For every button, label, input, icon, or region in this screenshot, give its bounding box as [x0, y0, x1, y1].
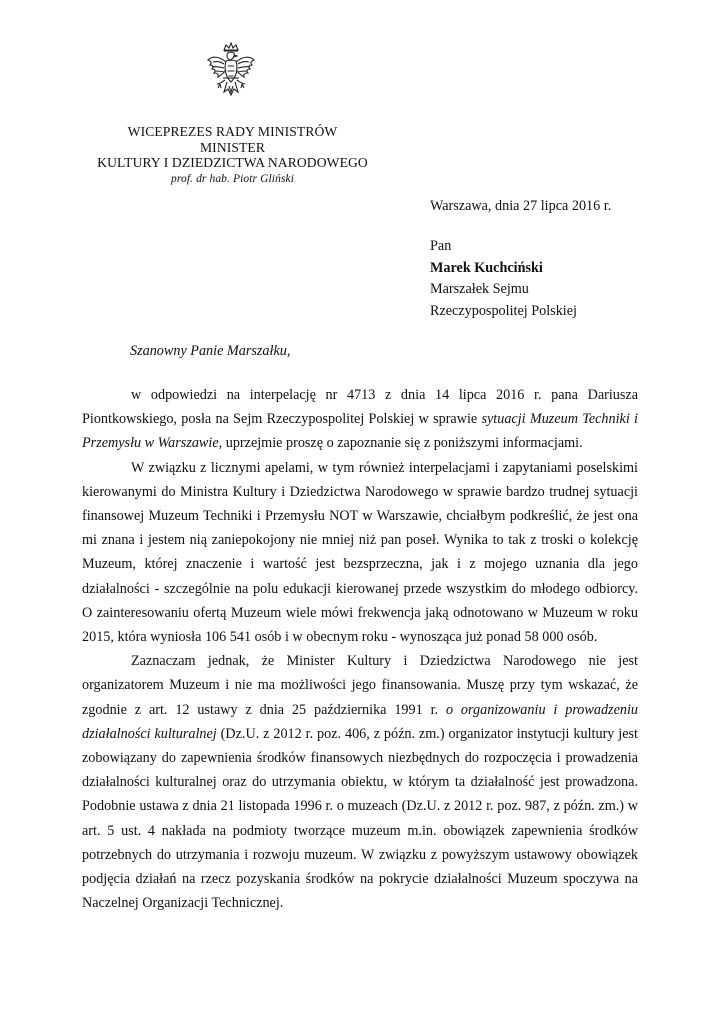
recipient-name: Marek Kuchciński: [430, 259, 543, 276]
salutation: Szanowny Panie Marszałku,: [130, 343, 291, 359]
paragraph-1: [82, 383, 638, 456]
paragraph-2: W związku z licznymi apelami, w tym również interpelacjami i zapytaniami poselskimi kierowanymi do Ministra Kultury i Dziedzictwa Narodowego w sprawie bardzo trudnej sytuacji finansowej Muzeum Techniki i Przemysłu NOT w Warszawie, chciałbym podkreślić, że jest ona mi znana i jestem nią zaniepokojony nie mniej niż pan poseł. Wynika to tak z troski o kolekcję Muzeum, której znaczenie i wartość jest bezsprzeczna, jak i z mojego uznania dla jego działalności - szczególnie na polu edukacji kierowanej przede wszystkim do młodego odbiorcy. O zainteresowaniu ofertą Muzeum wiele mówi frekwencja jaką odnotowano w Muzeum w roku 2015, która wyniosła 106 541 osób i w obecnym roku - wynosząca już ponad 58 000 osób.: [82, 459, 638, 646]
sender-block: [80, 124, 385, 187]
paragraph-3-text-b: (Dz.U. z 2012 r. poz. 406, z późn. zm.) organizator instytucji kultury jest zobowiązany do zapewnienia środków finansowych niezbędnych do rozpoczęcia i prowadzenia działalności kulturalnej oraz do utrzymania obiektu, w którym ta działalność jest prowadzona. Podobnie ustawa z dnia 21 listopada 1996 r. o muzeach (Dz.U. z 2012 r. poz. 987, z późn. zm.) w art. 5 ust. 4 nakłada na podmioty tworzące muzeum m.in. obowiązek zapewnienia środków potrzebnych do utrzymania i rozwoju muzeum. W związku z powyższym ustawowy obowiązek podjęcia działań na rzecz pozyskania środków na pokrycie działalności Muzeum spoczywa na Naczelnej Organizacji Technicznej.: [82, 725, 638, 912]
recipient-block: [430, 236, 577, 322]
recipient-pan: Pan: [430, 238, 452, 254]
paragraph-1-text-a: w odpowiedzi na interpelację nr 4713 z dnia 14 lipca 2016 r. pana Dariusza Piontkowskiego, posła na Sejm Rzeczypospolitej Polskiej w sprawie: [82, 387, 638, 428]
place-date: Warszawa, dnia 27 lipca 2016 r.: [430, 198, 612, 214]
recipient-title-line-2: Rzeczypospolitej Polskiej: [430, 302, 577, 319]
sender-title-line-2: MINISTER: [200, 139, 265, 155]
paragraph-1-text-b: , uprzejmie proszę o zapoznanie się z poniższymi informacjami.: [218, 435, 583, 452]
paragraph-3: [82, 649, 638, 915]
sender-title-line-3: KULTURY I DZIEDZICTWA NARODOWEGO: [97, 155, 368, 170]
paragraph-1-italic: sytuacji Muzeum Techniki i Przemysłu w Warszawie: [82, 411, 638, 452]
sender-signatory: prof. dr hab. Piotr Gliński: [170, 172, 295, 185]
sender-title-line-1: WICEPREZES RADY MINISTRÓW: [127, 124, 338, 139]
polish-eagle-emblem-icon: [204, 42, 258, 104]
paragraph-3-italic: o organizowaniu i prowadzeniu działalności kulturalnej: [82, 701, 638, 742]
recipient-title-line-1: Marszałek Sejmu: [430, 281, 529, 297]
paragraph-3-text-a: Zaznaczam jednak, że Minister Kultury i Dziedzictwa Narodowego nie jest organizatorem Muzeum i nie ma możliwości jego finansowania. Muszę przy tym wskazać, że zgodnie z art. 12 ustawy z dnia 25 października 1991 r.: [82, 653, 638, 718]
letter-body: [82, 383, 638, 915]
